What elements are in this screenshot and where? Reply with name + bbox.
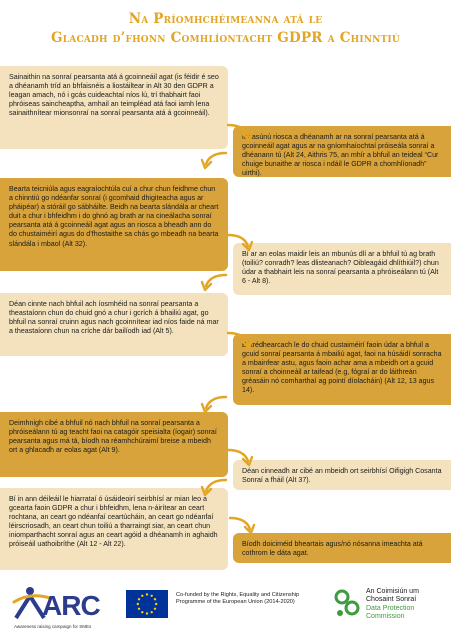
eu-funding-text: Co-funded by the Rights, Equality and Citizenship Programme of the European Union (2014-2020) <box>176 592 300 606</box>
step-2: Measúnú riosca a dhéanamh ar na sonraí pearsanta atá á gcoinneáil agat agus ar na gníomhaíochtaí próiseála sonraí a dhéanann tú (Alt 24, Aithris 75, an mhír a bhfuil an teideal “Cur chuige bunaithe ar riosca i ndáil le GDPR a chomhlíonadh” uirthi). <box>233 126 451 177</box>
step-7: Deimhnigh cibé a bhfuil nó nach bhfuil na sonraí pearsanta a phróiseálann tú ag teacht faoi na catagóir speisialta (íogair) sonraí pearsanta agus má tá, bíodh na réamhchúraimí breise a mbeidh ort a ghlacadh ar eolas agat (Alt 9). <box>0 412 228 477</box>
dpc-logo-icon <box>332 588 362 620</box>
curved-arrow-right-icon <box>226 122 254 144</box>
dpc-en-line-1: Data Protection <box>366 604 415 612</box>
dpc-ga-line-2: Chosaint Sonraí <box>366 596 417 604</box>
step-10: Bíodh doiciméid bheartais agus/nó nósanna imeachta atá cothrom le dáta agat. <box>233 533 451 563</box>
step-8: Déan cinneadh ar cibé an mbeidh ort seirbhísí Oifigigh Cosanta Sonraí a fháil (Alt 37). <box>233 460 451 490</box>
dpc-en-line-2: Commission <box>366 612 405 620</box>
step-9: Bí in ann déileáil le hiarrataí ó úsáideoirí seirbhísí ar mian leo a gcearta faoin GDPR a chur i bhfeidhm, lena n-áirítear an ceart rochtana, an ceart go ndéanfaí ceartúcháin, an ceart go ndéanfaí léirscriosadh, an ceart chun toiliú a tharraingt siar, an ceart chun iniomparthacht sonraí agus an ceart agóid a dhéanamh in aghaidh próiseáil uathoibríthe (Alt 12 - Alt 22). <box>0 488 228 570</box>
step-3: Bearta teicniúla agus eagraíochtúla cuí a chur chun feidhme chun a chinntiú go ndéanfar sonraí (i gcomhaid dhigiteacha agus ar pháipéar) a stóráil go sábháilte. Beidh na bearta slándála ar cheart duit a chur i bhfeidhm i do ghnó ag brath ar na cineálacha sonraí pearsanta atá á gcoinneáil agat agus an riosca a bheadh ann do do chustaiméirí agus do d’fhostaithe sa chás go mbeadh na bearta slándála i mbaol (Alt 32). <box>0 178 228 271</box>
curved-arrow-left-icon <box>200 394 228 416</box>
curved-arrow-right-icon <box>226 232 254 254</box>
arc-tagline: Awareness raising campaign for SMEs <box>14 624 92 629</box>
step-6: Bí trédhearcach le do chuid custaiméirí faoin údar a bhfuil a gcuid sonraí pearsanta á mbailiú agat, faoi na húsáidí sonracha a mbainfear astu, agus faoin achar ama a mbeidh ort a gcuid sonraí a choinneáil ar taifead (e.g, fógraí ar do láithreán gréasáin nó comharthaí ag pointí díolacháin) (Alt 12, 13 agus 14). <box>233 334 451 405</box>
step-1: Sainaithin na sonraí pearsanta atá á gcoinneáil agat (is féidir é seo a dhéanamh tríd an bhfaisnéis a liostáiltear in Alt 30 den GDPR a leagan amach, nó i gcás cuideachtaí níos lú, trí thabhairt faoi phróiseas saincheaptha, amhail an teimpléad atá faoi iamh lena sainaithnítear mionsonraí na sonraí pearsanta atá á gcoinneáil). <box>0 66 228 149</box>
curved-arrow-left-icon <box>200 272 228 294</box>
step-5: Déan cinnte nach bhfuil ach íosmhéid na sonraí pearsanta a theastaíonn chun do chuid gnó a chur i gcrích á bhailiú agat, go bhfuil na sonraí cruinn agus nach gcoinnítear iad níos faide ná mar a theastaíonn chun na críche dár bailíodh iad (Alt 5). <box>0 293 228 356</box>
arc-logo <box>10 584 120 634</box>
title-line-1: Na Príomhchéimeanna atá le <box>128 11 323 27</box>
arc-logo-text: ARC <box>42 590 100 621</box>
eu-flag-icon <box>126 590 168 618</box>
dpc-ga-line-1: An Coimisiún um <box>366 588 419 595</box>
curved-arrow-right-icon <box>228 515 256 537</box>
title-line-2: Glacadh d’fhonn Comhlíontacht GDPR a Chinntiú <box>51 30 400 46</box>
curved-arrow-right-icon <box>226 330 254 352</box>
curved-arrow-left-icon <box>200 477 228 499</box>
page-title <box>10 10 441 48</box>
dpc-logo-text <box>366 588 450 621</box>
curved-arrow-right-icon <box>226 447 254 469</box>
step-4: Bí ar an eolas maidir leis an mbunús dlí ar a bhfuil tú ag brath (toiliú? conradh? leas dlisteanach? Oibleagáid dhlíthiúil?) chun údar a thabhairt leis na sonraí pearsanta a phróiseálann tú (Alt 6 - Alt 8). <box>233 243 451 295</box>
curved-arrow-left-icon <box>200 150 228 172</box>
